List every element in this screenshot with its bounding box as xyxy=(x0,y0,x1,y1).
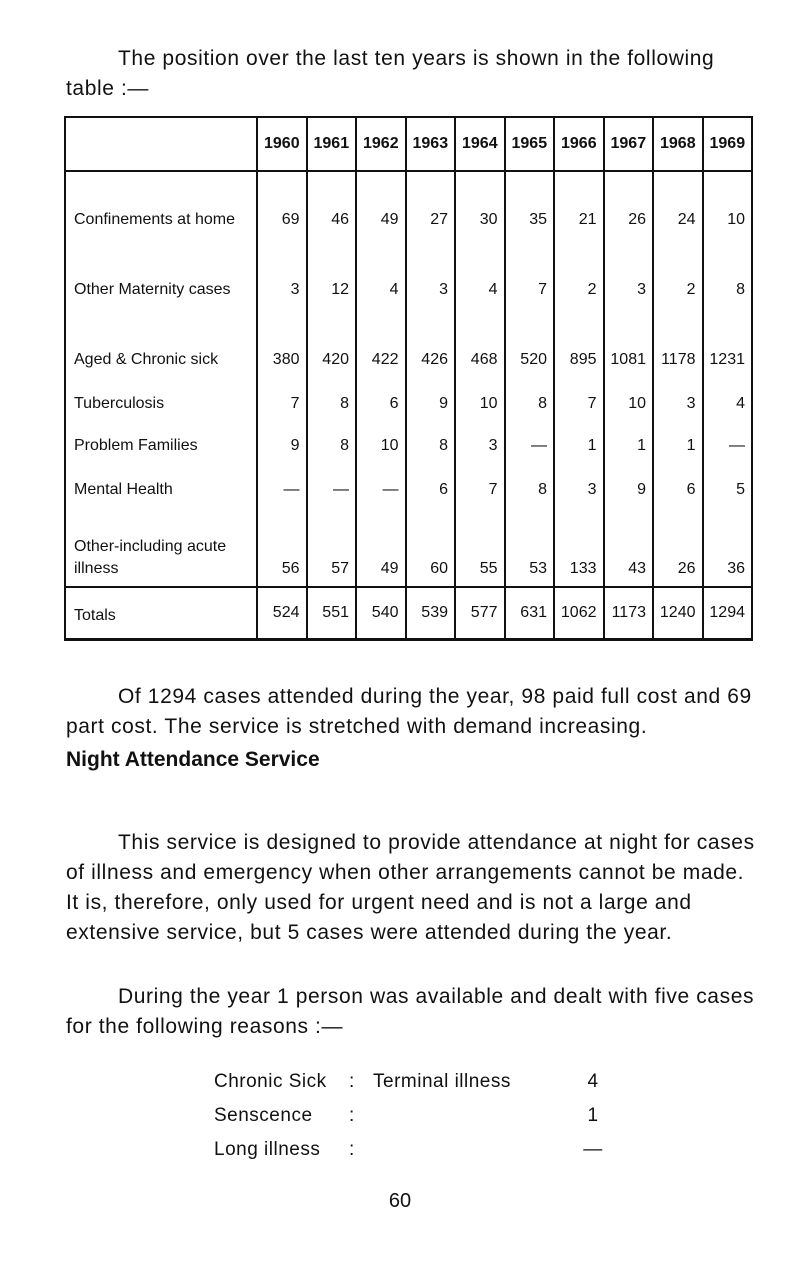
row-label: Mental Health xyxy=(65,463,257,507)
reason-count: 1 xyxy=(587,1105,599,1126)
table-cell: 1 xyxy=(604,421,654,463)
table-cell: 53 xyxy=(505,507,555,587)
total-cell: 631 xyxy=(505,587,555,640)
table-cell: 46 xyxy=(307,171,357,237)
table-row xyxy=(65,421,752,463)
table-cell: 8 xyxy=(505,377,555,421)
table-cell: 3 xyxy=(653,377,703,421)
table-cell: 1178 xyxy=(653,307,703,377)
totals-label: Totals xyxy=(65,587,257,640)
intro-paragraph: The position over the last ten years is shown in the following table :— xyxy=(66,47,715,100)
reason-count: — xyxy=(583,1139,603,1160)
total-cell: 577 xyxy=(455,587,505,640)
year-header: 1969 xyxy=(703,117,753,171)
table-cell: 3 xyxy=(455,421,505,463)
table-cell: 36 xyxy=(703,507,753,587)
table-cell: — xyxy=(307,463,357,507)
total-cell: 551 xyxy=(307,587,357,640)
table-cell: 12 xyxy=(307,237,357,307)
table-cell: 1 xyxy=(653,421,703,463)
summary-paragraph: Of 1294 cases attended during the year, 98 paid full cost and 69 part cost. The service is stretched with demand increasing. xyxy=(66,685,752,738)
table-cell: 8 xyxy=(307,421,357,463)
reasons-list xyxy=(214,1065,614,1167)
table-cell: 57 xyxy=(307,507,357,587)
header-corner xyxy=(65,117,257,171)
table-cell: 6 xyxy=(653,463,703,507)
table-cell: 35 xyxy=(505,171,555,237)
table-cell: 4 xyxy=(703,377,753,421)
section-heading: Night Attendance Service xyxy=(66,748,320,771)
table-cell: 60 xyxy=(406,507,456,587)
table-cell: 895 xyxy=(554,307,604,377)
list-item xyxy=(214,1133,614,1167)
table-cell: 3 xyxy=(406,237,456,307)
year-header: 1966 xyxy=(554,117,604,171)
year-header: 1968 xyxy=(653,117,703,171)
table-cell: 426 xyxy=(406,307,456,377)
table-cell: — xyxy=(703,421,753,463)
table-cell: 69 xyxy=(257,171,307,237)
table-cell: 9 xyxy=(604,463,654,507)
table-cell: 6 xyxy=(356,377,406,421)
total-cell: 1294 xyxy=(703,587,753,640)
table-cell: 43 xyxy=(604,507,654,587)
reason-category: Chronic Sick xyxy=(214,1071,327,1092)
reason-separator: : xyxy=(349,1105,355,1126)
table-cell: — xyxy=(257,463,307,507)
total-cell: 540 xyxy=(356,587,406,640)
table-cell: 9 xyxy=(406,377,456,421)
table-cell: 49 xyxy=(356,507,406,587)
reason-category: Senscence xyxy=(214,1105,313,1126)
year-header: 1963 xyxy=(406,117,456,171)
table-cell: 3 xyxy=(257,237,307,307)
table-cell: 27 xyxy=(406,171,456,237)
page-number: 60 xyxy=(388,1190,412,1212)
table-cell: 10 xyxy=(604,377,654,421)
table-cell: 1 xyxy=(554,421,604,463)
table-cell: 468 xyxy=(455,307,505,377)
totals-row xyxy=(65,587,752,640)
year-header: 1960 xyxy=(257,117,307,171)
total-cell: 1173 xyxy=(604,587,654,640)
service-description: This service is designed to provide attendance at night for cases of illness and emergency when other arrangements cannot be made. It is, therefore, only used for urgent need and is not a large and extensive service, but 5 cases were attended during the year. xyxy=(66,831,755,944)
row-label: Other-including acute illness xyxy=(65,507,257,587)
table-cell: 4 xyxy=(455,237,505,307)
total-cell: 1062 xyxy=(554,587,604,640)
cases-table xyxy=(64,116,753,641)
table-cell: 4 xyxy=(356,237,406,307)
table-cell: 10 xyxy=(356,421,406,463)
table-cell: 2 xyxy=(554,237,604,307)
table-cell: 8 xyxy=(505,463,555,507)
table-cell: 133 xyxy=(554,507,604,587)
list-item xyxy=(214,1099,614,1133)
table-cell: 380 xyxy=(257,307,307,377)
table-cell: 2 xyxy=(653,237,703,307)
table-cell: 26 xyxy=(653,507,703,587)
table-cell: 10 xyxy=(703,171,753,237)
table-cell: 1081 xyxy=(604,307,654,377)
table-cell: 7 xyxy=(505,237,555,307)
table-cell: — xyxy=(356,463,406,507)
table-row xyxy=(65,377,752,421)
table-row xyxy=(65,307,752,377)
table-cell: 8 xyxy=(406,421,456,463)
table-cell: 7 xyxy=(455,463,505,507)
table-cell: 49 xyxy=(356,171,406,237)
reason-separator: : xyxy=(349,1071,355,1092)
table-cell: 7 xyxy=(554,377,604,421)
row-label: Confinements at home xyxy=(65,171,257,237)
table-cell: 3 xyxy=(604,237,654,307)
reason-category: Long illness xyxy=(214,1139,321,1160)
table-cell: 9 xyxy=(257,421,307,463)
table-cell: 56 xyxy=(257,507,307,587)
header-row xyxy=(65,117,752,171)
table-cell: 3 xyxy=(554,463,604,507)
total-cell: 539 xyxy=(406,587,456,640)
year-header: 1961 xyxy=(307,117,357,171)
table-cell: 26 xyxy=(604,171,654,237)
year-header: 1965 xyxy=(505,117,555,171)
table-cell: 7 xyxy=(257,377,307,421)
table-cell: 1231 xyxy=(703,307,753,377)
list-item xyxy=(214,1065,614,1099)
row-label: Problem Families xyxy=(65,421,257,463)
table-cell: 55 xyxy=(455,507,505,587)
table-row xyxy=(65,507,752,587)
row-label: Aged & Chronic sick xyxy=(65,307,257,377)
table-cell: 24 xyxy=(653,171,703,237)
table-cell: 6 xyxy=(406,463,456,507)
reason-separator: : xyxy=(349,1139,355,1160)
table-cell: 8 xyxy=(703,237,753,307)
table-cell: 520 xyxy=(505,307,555,377)
reason-description: Terminal illness xyxy=(373,1071,511,1092)
total-cell: 1240 xyxy=(653,587,703,640)
total-cell: 524 xyxy=(257,587,307,640)
year-header: 1967 xyxy=(604,117,654,171)
table-cell: 422 xyxy=(356,307,406,377)
table-cell: 5 xyxy=(703,463,753,507)
table-row xyxy=(65,237,752,307)
reason-count: 4 xyxy=(587,1071,599,1092)
table-row xyxy=(65,463,752,507)
table-cell: 30 xyxy=(455,171,505,237)
row-label: Other Maternity cases xyxy=(65,237,257,307)
table-cell: — xyxy=(505,421,555,463)
staffing-paragraph: During the year 1 person was available and dealt with five cases for the following reasons :— xyxy=(66,985,755,1038)
table-cell: 21 xyxy=(554,171,604,237)
table-cell: 10 xyxy=(455,377,505,421)
year-header: 1962 xyxy=(356,117,406,171)
table-cell: 8 xyxy=(307,377,357,421)
year-header: 1964 xyxy=(455,117,505,171)
table-row xyxy=(65,171,752,237)
row-label: Tuberculosis xyxy=(65,377,257,421)
table-cell: 420 xyxy=(307,307,357,377)
